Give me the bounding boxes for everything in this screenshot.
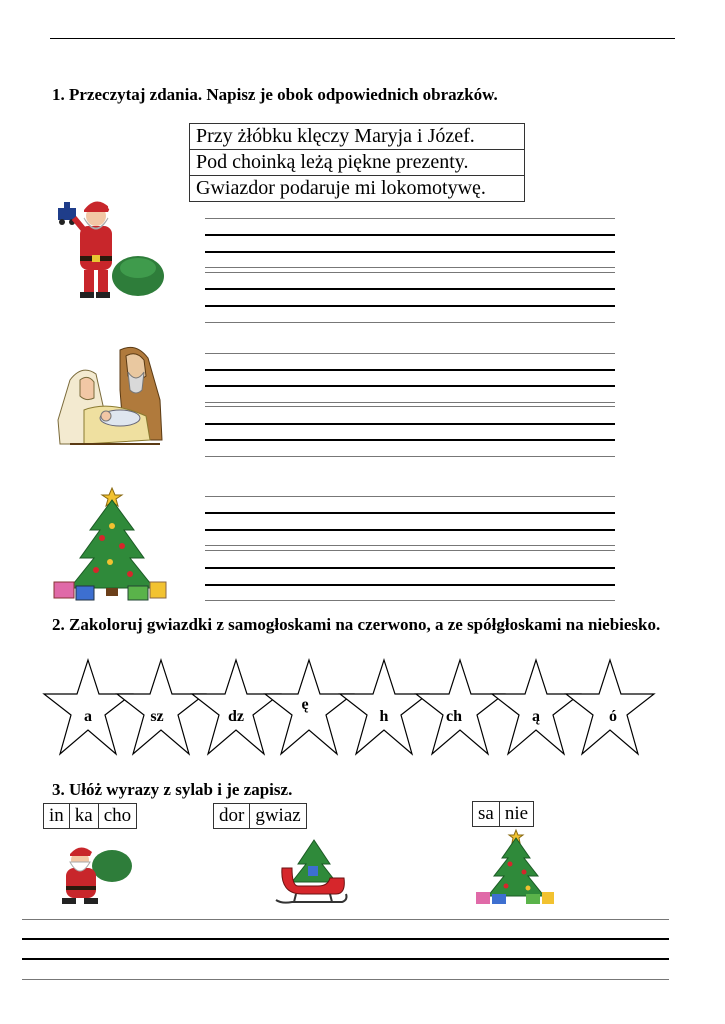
syllable[interactable]: nie (504, 803, 529, 824)
christmas-tree-picture (50, 486, 170, 604)
writing-line[interactable] (205, 251, 615, 253)
exercise-3-title: 3. Ułóż wyrazy z sylab i je zapisz. (52, 780, 293, 799)
writing-line[interactable] (205, 218, 615, 219)
exercise-1-title: 1. Przeczytaj zdania. Napisz je obok odpowiednich obrazków. (52, 85, 498, 104)
syllable-group-2 (213, 803, 307, 829)
writing-line[interactable] (205, 545, 615, 546)
star-label: ę (301, 696, 309, 713)
writing-line[interactable] (205, 402, 615, 403)
writing-line[interactable] (205, 406, 615, 407)
sentence-box (189, 123, 525, 202)
sentence-1: Przy żłóbku klęczy Maryja i Józef. (190, 124, 524, 150)
nativity-picture (50, 340, 175, 455)
syllable[interactable]: in (44, 804, 70, 828)
writing-line[interactable] (205, 423, 615, 425)
sentence-3: Gwiazdor podaruje mi lokomotywę. (196, 177, 486, 199)
writing-line[interactable] (22, 919, 669, 920)
santa-picture (50, 196, 165, 304)
syllable[interactable]: dor (214, 804, 250, 828)
writing-line[interactable] (205, 305, 615, 307)
syllable-group-1 (43, 803, 137, 829)
writing-line[interactable] (205, 353, 615, 354)
writing-line[interactable] (205, 600, 615, 601)
writing-line[interactable] (205, 267, 615, 268)
syllable[interactable]: sa (473, 802, 500, 826)
star-label: ó (609, 708, 617, 725)
writing-line[interactable] (22, 938, 669, 940)
syllable[interactable]: cho (103, 805, 132, 826)
writing-line[interactable] (205, 550, 615, 551)
syllable[interactable]: gwiaz (255, 805, 301, 826)
star-label: ą (532, 708, 540, 725)
christmas-tree-small-picture (474, 828, 556, 906)
writing-line[interactable] (205, 272, 615, 273)
star-label: dz (228, 708, 244, 725)
star-o-acute[interactable] (564, 658, 656, 758)
writing-line[interactable] (205, 456, 615, 457)
syllable[interactable]: ka (70, 804, 99, 828)
sentence-2: Pod choinką leżą piękne prezenty. (190, 150, 524, 176)
writing-line[interactable] (205, 567, 615, 569)
writing-line[interactable] (205, 439, 615, 441)
writing-line[interactable] (205, 369, 615, 371)
writing-line[interactable] (205, 385, 615, 387)
writing-line[interactable] (205, 234, 615, 236)
star-label: sz (150, 708, 164, 725)
writing-line[interactable] (205, 529, 615, 531)
sleigh-picture (272, 838, 350, 908)
writing-line[interactable] (205, 584, 615, 586)
santa-small-picture (52, 842, 134, 908)
top-rule (50, 38, 675, 39)
writing-line[interactable] (205, 322, 615, 323)
star-label: a (84, 708, 92, 725)
writing-line[interactable] (205, 288, 615, 290)
syllable-group-3 (472, 801, 534, 827)
writing-line[interactable] (205, 512, 615, 514)
writing-line[interactable] (205, 496, 615, 497)
star-label: ch (446, 708, 462, 725)
exercise-2-title: 2. Zakoloruj gwiazdki z samogłoskami na czerwono, a ze spółgłoskami na niebiesko. (52, 615, 661, 634)
star-label: h (379, 708, 389, 725)
writing-line[interactable] (22, 958, 669, 960)
writing-line[interactable] (22, 979, 669, 980)
